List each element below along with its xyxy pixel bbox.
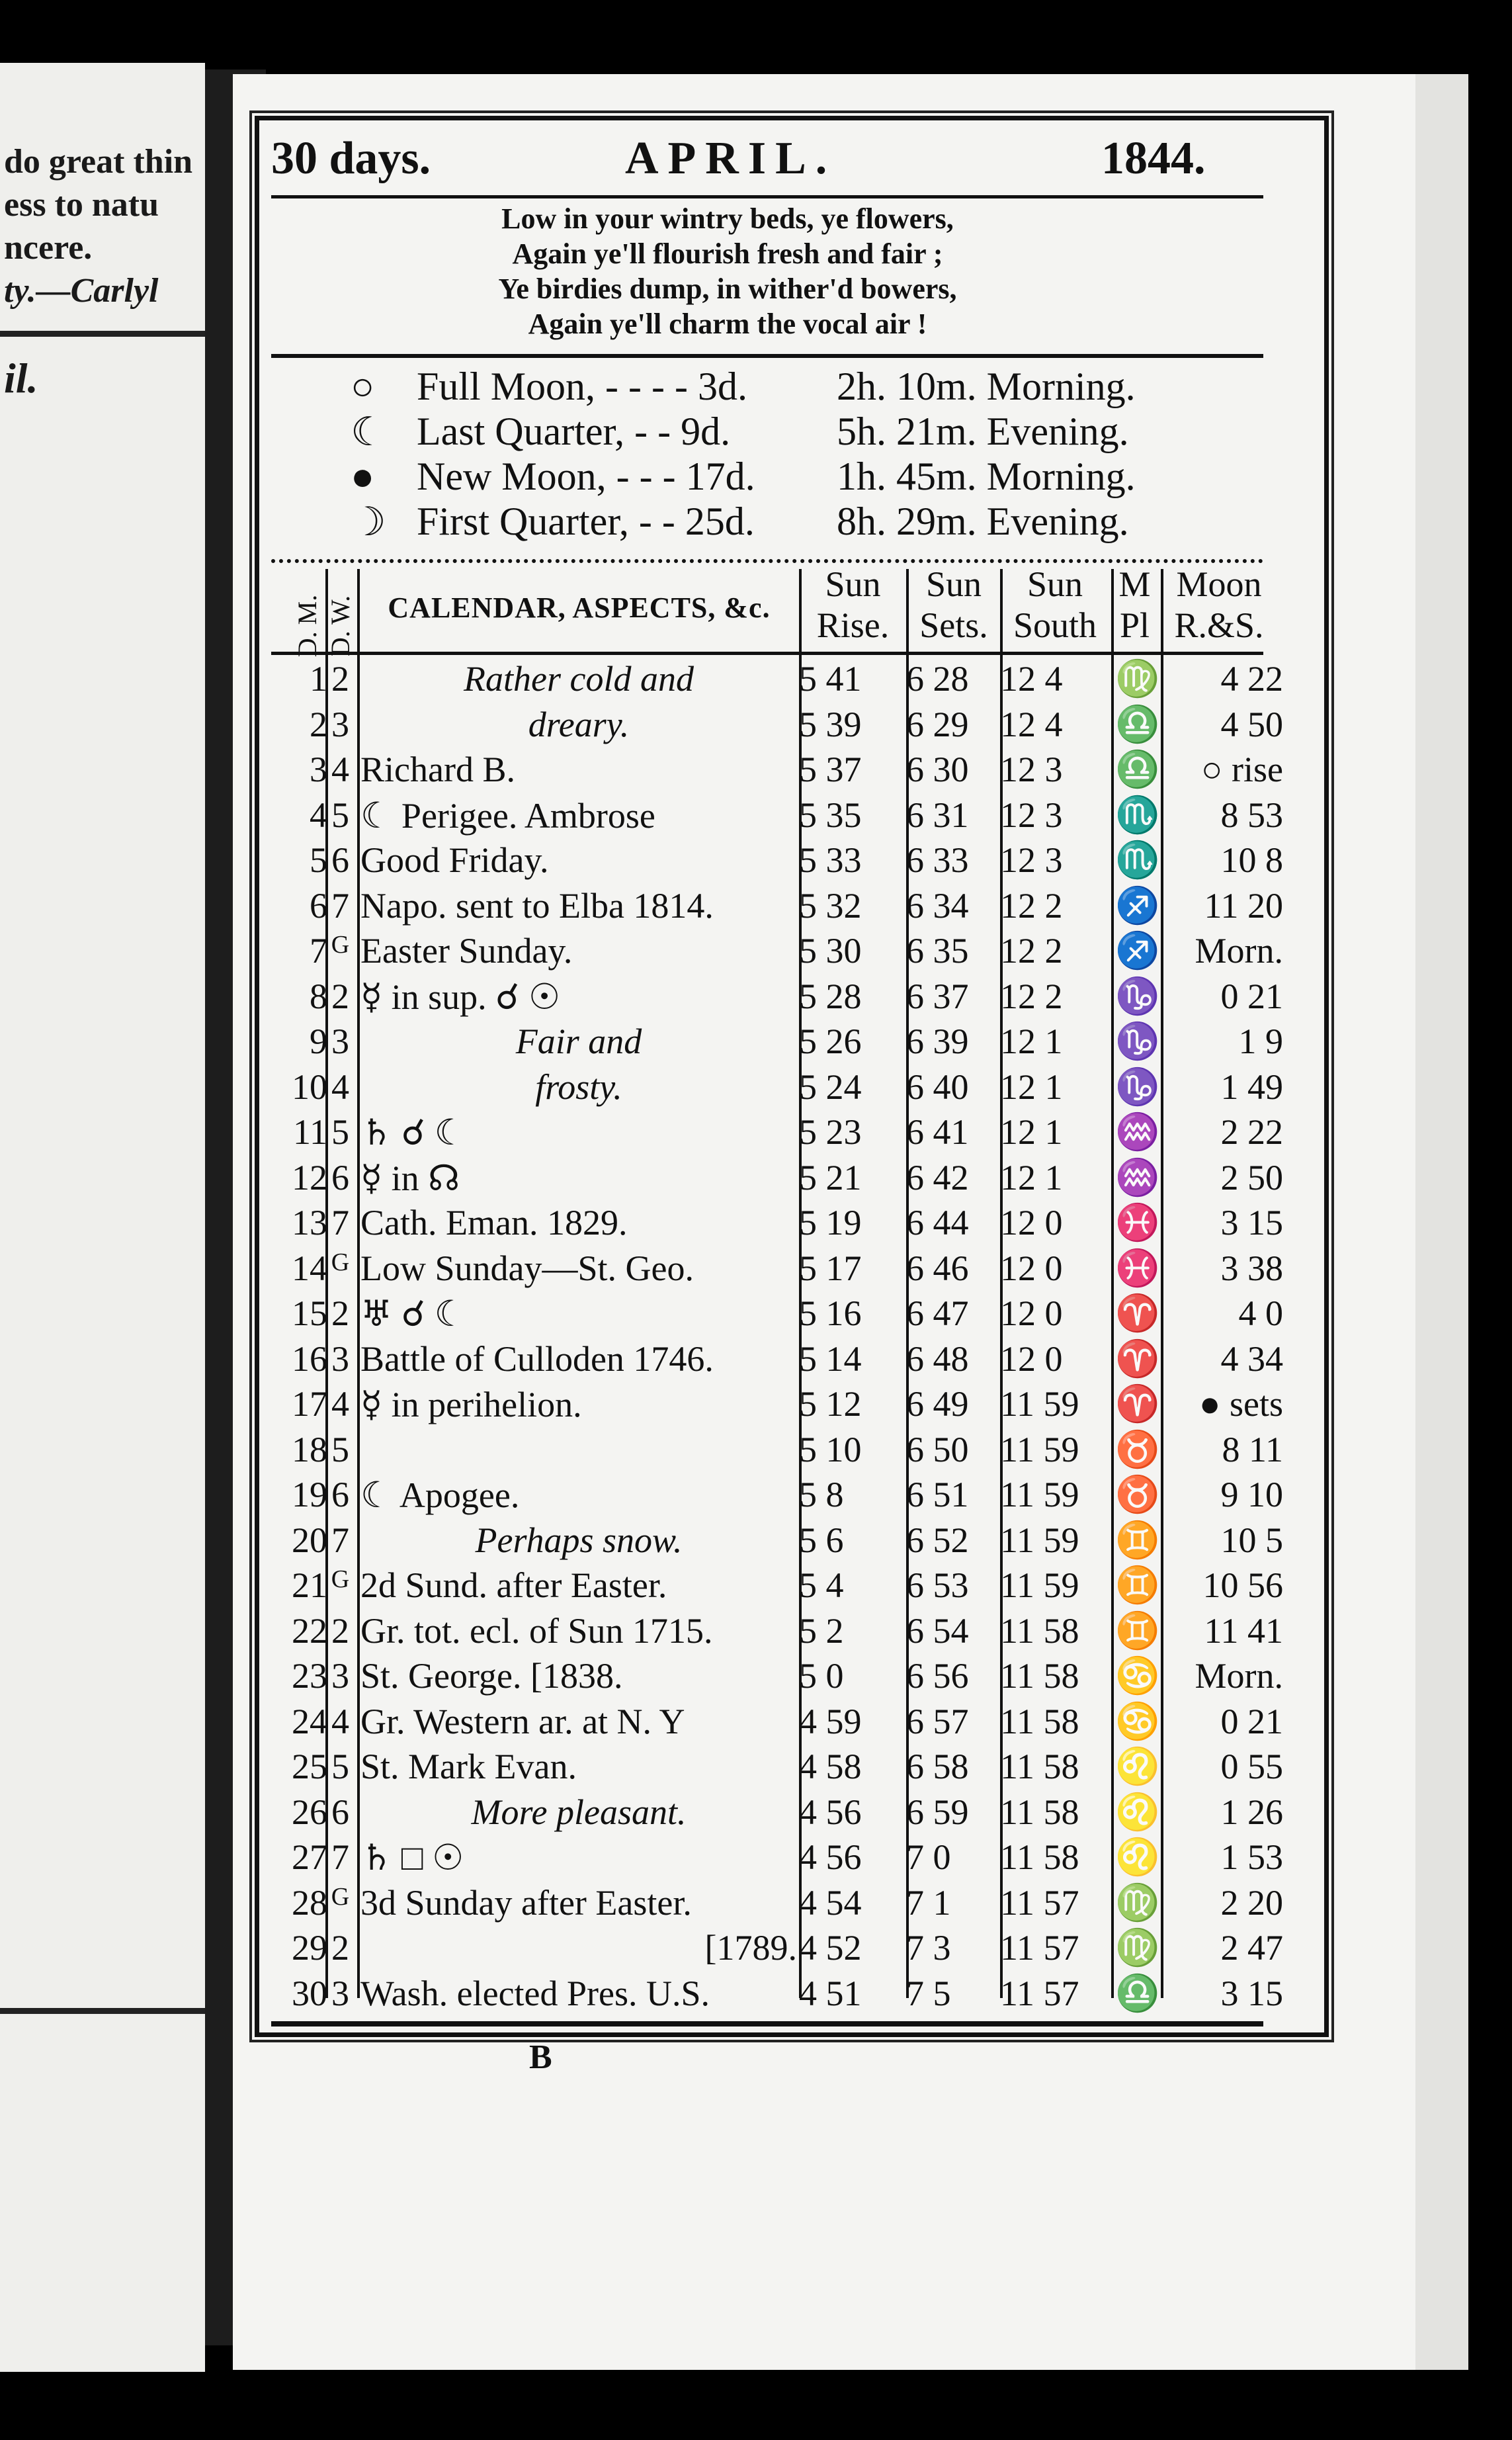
facing-page-line: ty.—Carlyl xyxy=(4,272,159,310)
moon-rise-set: 1 9 xyxy=(1238,1022,1283,1061)
sun-sets: 6 37 xyxy=(906,976,969,1016)
event-text: ♄ □ ☉ xyxy=(360,1838,464,1878)
sun-sets: 6 29 xyxy=(906,704,969,744)
verse-line: Low in your wintry beds, ye flowers, xyxy=(501,202,954,235)
moon-place: ♑ xyxy=(1115,1067,1160,1107)
event-text: ☿ in ☊ xyxy=(360,1158,460,1198)
day-of-month: 16 xyxy=(292,1338,327,1379)
day-of-month: 7 xyxy=(310,931,327,971)
moon-rise-set: 3 15 xyxy=(1220,1973,1283,2013)
month-title: APRIL. xyxy=(625,133,837,184)
moon-rise-set: 0 21 xyxy=(1220,1701,1283,1741)
day-of-week: 2 xyxy=(331,1928,349,1968)
day-of-week: 4 xyxy=(331,750,349,789)
moon-place: ♈ xyxy=(1115,1338,1160,1379)
table-top-rule xyxy=(271,559,1263,563)
year: 1844. xyxy=(1101,133,1206,184)
signature-mark: B xyxy=(529,2038,552,2076)
col-sun-south-2: South xyxy=(1013,605,1097,645)
month-days: 30 days. xyxy=(271,133,431,184)
day-of-month: 17 xyxy=(292,1384,327,1424)
sun-sets: 6 35 xyxy=(906,931,969,971)
sun-south: 12 1 xyxy=(1000,1157,1063,1198)
facing-page-rule xyxy=(0,2008,205,2014)
col-sun-sets-2: Sets. xyxy=(919,605,988,645)
sun-sets: 7 5 xyxy=(906,1973,951,2013)
sun-south: 12 2 xyxy=(1000,976,1063,1016)
sun-rise: 5 39 xyxy=(799,704,862,744)
col-calendar-aspects: CALENDAR, ASPECTS, &c. xyxy=(388,591,771,624)
moon-rise-set: 4 34 xyxy=(1220,1338,1283,1379)
day-of-month: 12 xyxy=(292,1157,327,1198)
moon-place: ♈ xyxy=(1115,1384,1160,1424)
sun-sets: 6 54 xyxy=(906,1610,969,1651)
sun-south: 12 2 xyxy=(1000,931,1063,971)
first-quarter-icon: ☽ xyxy=(351,500,386,544)
event-text: ☿ in perihelion. xyxy=(360,1385,582,1424)
event-text: ☿ in sup. ☌ ☉ xyxy=(360,977,561,1017)
moon-place: ♊ xyxy=(1115,1610,1160,1651)
sun-rise: 5 33 xyxy=(799,840,862,880)
event-text: Napo. sent to Elba 1814. xyxy=(360,885,714,926)
sun-sets: 6 53 xyxy=(906,1565,969,1605)
moon-rise-set: 2 47 xyxy=(1220,1928,1283,1968)
moon-rise-set: 3 15 xyxy=(1220,1203,1283,1242)
moon-rise-set: 1 53 xyxy=(1220,1837,1283,1877)
event-text: 2d Sund. after Easter. xyxy=(360,1565,667,1605)
event-text: ☾ Perigee. Ambrose xyxy=(360,795,655,836)
day-of-month: 14 xyxy=(292,1248,327,1288)
moon-rise-set: Morn. xyxy=(1195,931,1283,971)
col-moon-rise-set-2: R.&S. xyxy=(1174,605,1264,645)
day-of-week: 5 xyxy=(331,795,349,835)
event-text: Perhaps snow. xyxy=(475,1520,683,1560)
event-text: Good Friday. xyxy=(360,840,549,880)
event-text: ♅ ☌ ☾ xyxy=(360,1294,467,1334)
moon-rise-set: 11 41 xyxy=(1204,1610,1283,1651)
sun-rise: 5 21 xyxy=(799,1157,862,1198)
day-of-week: G xyxy=(331,931,350,959)
day-of-week: 2 xyxy=(331,976,349,1016)
moon-rise-set: ● sets xyxy=(1198,1384,1283,1424)
sun-sets: 6 49 xyxy=(906,1384,969,1424)
sun-south: 11 57 xyxy=(1000,1882,1079,1923)
sun-sets: 6 48 xyxy=(906,1338,969,1379)
sun-sets: 7 0 xyxy=(906,1837,951,1877)
sun-rise: 4 56 xyxy=(799,1837,862,1877)
header-rule xyxy=(271,195,1263,198)
sun-sets: 6 42 xyxy=(906,1157,969,1198)
moon-rise-set: 2 22 xyxy=(1220,1112,1283,1152)
moon-rise-set: 1 49 xyxy=(1220,1067,1283,1107)
moon-place: ♍ xyxy=(1115,1928,1160,1968)
day-of-week: 2 xyxy=(331,1293,349,1333)
phase-name: Last Quarter, - - 9d. xyxy=(417,410,731,453)
sun-south: 11 58 xyxy=(1000,1656,1079,1696)
day-of-week: 4 xyxy=(331,1384,349,1424)
event-text: St. Mark Evan. xyxy=(360,1747,577,1786)
sun-rise: 5 23 xyxy=(799,1112,862,1152)
sun-south: 12 4 xyxy=(1000,659,1063,699)
moon-rise-set: 8 53 xyxy=(1220,795,1283,835)
day-of-week: G xyxy=(331,1882,350,1911)
moon-rise-set: 9 10 xyxy=(1220,1475,1283,1514)
sun-sets: 6 30 xyxy=(906,750,969,789)
header-bottom-rule xyxy=(271,652,1263,655)
day-of-week: 3 xyxy=(331,704,349,744)
day-of-week: 2 xyxy=(331,659,349,699)
sun-south: 12 2 xyxy=(1000,885,1063,926)
phase-time: 5h. 21m. Evening. xyxy=(837,410,1129,453)
col-day-of-month: D. M. xyxy=(292,594,322,658)
sun-rise: 5 28 xyxy=(799,976,862,1016)
sun-sets: 6 31 xyxy=(906,795,969,835)
event-text: 3d Sunday after Easter. xyxy=(360,1882,692,1923)
moon-place: ♌ xyxy=(1115,1747,1160,1786)
moon-place: ♌ xyxy=(1115,1792,1160,1832)
col-sun-rise-2: Rise. xyxy=(816,605,890,645)
moon-place: ♊ xyxy=(1115,1520,1160,1560)
col-divider xyxy=(1161,569,1163,1998)
moon-place: ♎ xyxy=(1115,704,1160,744)
day-of-week: 5 xyxy=(331,1747,349,1786)
moon-place: ♋ xyxy=(1115,1656,1160,1696)
sun-sets: 6 28 xyxy=(906,659,969,699)
day-of-month: 30 xyxy=(292,1973,327,2013)
day-of-week: 6 xyxy=(331,1475,349,1514)
day-of-month: 5 xyxy=(310,840,327,880)
col-moon-place-1: M xyxy=(1118,564,1151,604)
day-of-week: 5 xyxy=(331,1429,349,1469)
sun-rise: 5 41 xyxy=(799,659,862,699)
sun-rise: 5 10 xyxy=(799,1429,862,1469)
sun-sets: 7 3 xyxy=(906,1928,951,1968)
facing-page-heading: il. xyxy=(4,355,38,402)
day-of-month: 2 xyxy=(310,704,327,744)
phase-time: 8h. 29m. Evening. xyxy=(837,500,1129,543)
moon-place: ♉ xyxy=(1115,1475,1160,1514)
sun-rise: 4 59 xyxy=(799,1701,862,1741)
sun-sets: 6 57 xyxy=(906,1701,969,1741)
sun-south: 12 4 xyxy=(1000,704,1063,744)
last-quarter-icon: ☾ xyxy=(351,410,386,454)
sun-south: 11 59 xyxy=(1000,1384,1079,1424)
sun-sets: 6 47 xyxy=(906,1293,969,1333)
event-text: Gr. tot. ecl. of Sun 1715. xyxy=(360,1610,713,1651)
sun-sets: 6 33 xyxy=(906,840,969,880)
moon-rise-set: 2 50 xyxy=(1220,1157,1283,1198)
moon-place: ♎ xyxy=(1115,1973,1160,2013)
moon-place: ♑ xyxy=(1115,1022,1160,1061)
event-text: Battle of Culloden 1746. xyxy=(360,1338,714,1379)
event-text: Easter Sunday. xyxy=(360,931,573,971)
day-of-month: 24 xyxy=(292,1701,327,1741)
moon-place: ♌ xyxy=(1115,1837,1160,1877)
facing-page-fragment xyxy=(0,63,205,2372)
moon-place: ♑ xyxy=(1115,976,1160,1016)
sun-rise: 5 32 xyxy=(799,885,862,926)
day-of-week: 3 xyxy=(331,1973,349,2013)
moon-rise-set: 4 22 xyxy=(1220,659,1283,699)
day-of-week: G xyxy=(331,1565,350,1593)
moon-rise-set: 8 11 xyxy=(1222,1429,1283,1469)
moon-place: ♋ xyxy=(1115,1701,1160,1741)
sun-rise: 5 35 xyxy=(799,795,862,835)
day-of-month: 1 xyxy=(310,659,327,699)
day-of-month: 26 xyxy=(292,1792,327,1832)
event-text: Rather cold and xyxy=(464,659,694,699)
phase-name: New Moon, - - - 17d. xyxy=(417,455,755,498)
event-text: Richard B. xyxy=(360,750,515,789)
event-text: ♄ ☌ ☾ xyxy=(360,1113,467,1153)
sun-south: 12 1 xyxy=(1000,1112,1063,1152)
phase-time: 1h. 45m. Morning. xyxy=(837,455,1136,498)
sun-south: 11 58 xyxy=(1000,1792,1079,1832)
col-day-of-week: D. W. xyxy=(325,595,355,657)
sun-rise: 5 8 xyxy=(799,1475,844,1514)
moon-place: ♐ xyxy=(1115,885,1160,926)
day-of-month: 6 xyxy=(310,885,327,926)
day-of-month: 20 xyxy=(292,1520,327,1560)
moon-rise-set: ○ rise xyxy=(1200,750,1283,789)
moon-rise-set: 4 0 xyxy=(1238,1293,1283,1333)
moon-rise-set: 0 21 xyxy=(1220,976,1283,1016)
day-of-week: 3 xyxy=(331,1022,349,1061)
sun-south: 11 59 xyxy=(1000,1429,1079,1469)
moon-place: ♏ xyxy=(1115,840,1160,880)
sun-sets: 6 39 xyxy=(906,1022,969,1061)
sun-rise: 4 54 xyxy=(799,1882,862,1923)
sun-rise: 5 17 xyxy=(799,1248,862,1288)
moon-place: ♉ xyxy=(1115,1429,1160,1469)
sun-sets: 6 40 xyxy=(906,1067,969,1107)
day-of-month: 18 xyxy=(292,1429,327,1469)
verse-line: Again ye'll charm the vocal air ! xyxy=(528,308,927,340)
sun-south: 11 57 xyxy=(1000,1928,1079,1968)
day-of-month: 27 xyxy=(292,1837,327,1877)
moon-rise-set: 4 50 xyxy=(1220,704,1283,744)
full-moon-icon: ○ xyxy=(351,365,375,408)
phase-name: Full Moon, - - - - 3d. xyxy=(417,365,747,408)
day-of-month: 8 xyxy=(310,976,327,1016)
verse-line: Ye birdies dump, in wither'd bowers, xyxy=(498,273,957,305)
event-text: Fair and xyxy=(515,1022,642,1061)
new-moon-icon: ● xyxy=(351,455,375,498)
sun-rise: 5 37 xyxy=(799,750,862,789)
day-of-week: 7 xyxy=(331,885,349,926)
col-sun-sets-1: Sun xyxy=(925,564,982,604)
moon-rise-set: 1 26 xyxy=(1220,1792,1283,1832)
day-of-week: 2 xyxy=(331,1610,349,1651)
day-of-month: 4 xyxy=(310,795,327,835)
moon-rise-set: 2 20 xyxy=(1220,1882,1283,1923)
day-of-month: 21 xyxy=(292,1565,327,1605)
moon-place: ♐ xyxy=(1115,931,1160,971)
day-of-month: 10 xyxy=(292,1067,327,1107)
event-text: dreary. xyxy=(528,704,630,744)
moon-place: ♏ xyxy=(1115,795,1160,835)
event-text: St. George. [1838. xyxy=(360,1656,623,1696)
moon-place: ♈ xyxy=(1115,1293,1160,1333)
day-of-week: 6 xyxy=(331,840,349,880)
moon-place: ♒ xyxy=(1115,1112,1160,1152)
sun-south: 12 0 xyxy=(1000,1248,1063,1288)
sun-south: 11 57 xyxy=(1000,1973,1079,2013)
sun-sets: 6 41 xyxy=(906,1112,969,1152)
sun-sets: 6 58 xyxy=(906,1747,969,1786)
sun-south: 12 0 xyxy=(1000,1203,1063,1242)
sun-south: 11 58 xyxy=(1000,1747,1079,1786)
day-of-week: G xyxy=(331,1248,350,1276)
event-text: Low Sunday—St. Geo. xyxy=(360,1248,694,1288)
moon-place: ♎ xyxy=(1115,750,1160,789)
col-sun-rise-1: Sun xyxy=(825,564,881,604)
moon-rise-set: 10 5 xyxy=(1220,1520,1283,1560)
facing-page-line: do great thin xyxy=(4,143,193,181)
day-of-month: 25 xyxy=(292,1747,327,1786)
sun-rise: 4 52 xyxy=(799,1928,862,1968)
sun-south: 12 0 xyxy=(1000,1293,1063,1333)
event-text: Cath. Eman. 1829. xyxy=(360,1203,628,1242)
col-moon-rise-set-1: Moon xyxy=(1176,564,1262,604)
phase-name: First Quarter, - - 25d. xyxy=(417,500,755,543)
facing-page-line: ess to natu xyxy=(4,186,159,224)
sun-rise: 4 51 xyxy=(799,1973,862,2013)
verse-line: Again ye'll flourish fresh and fair ; xyxy=(512,238,943,270)
day-of-month: 9 xyxy=(310,1022,327,1061)
moon-rise-set: 0 55 xyxy=(1220,1747,1283,1786)
event-text: Wash. elected Pres. U.S. xyxy=(360,1973,710,2013)
moon-rise-set: 10 56 xyxy=(1202,1565,1283,1605)
sun-south: 12 3 xyxy=(1000,840,1063,880)
day-of-week: 7 xyxy=(331,1203,349,1242)
sun-south: 11 59 xyxy=(1000,1475,1079,1514)
day-of-month: 28 xyxy=(292,1882,327,1923)
moon-place: ♍ xyxy=(1115,1882,1160,1923)
sun-rise: 4 58 xyxy=(799,1747,862,1786)
sun-south: 12 1 xyxy=(1000,1022,1063,1061)
day-of-week: 4 xyxy=(331,1701,349,1741)
moon-place: ♓ xyxy=(1115,1203,1160,1242)
day-of-month: 29 xyxy=(292,1928,327,1968)
sun-south: 11 59 xyxy=(1000,1565,1079,1605)
page-edge xyxy=(1415,74,1468,2370)
day-of-week: 3 xyxy=(331,1338,349,1379)
moon-place: ♊ xyxy=(1115,1565,1160,1605)
day-of-week: 7 xyxy=(331,1837,349,1877)
sun-rise: 5 2 xyxy=(799,1610,844,1651)
day-of-week: 7 xyxy=(331,1520,349,1560)
col-divider xyxy=(357,569,360,1998)
sun-rise: 4 56 xyxy=(799,1792,862,1832)
moon-rise-set: 3 38 xyxy=(1220,1248,1283,1288)
sun-sets: 6 56 xyxy=(906,1656,969,1696)
day-of-month: 19 xyxy=(292,1475,327,1514)
sun-sets: 6 51 xyxy=(906,1475,969,1514)
sun-sets: 7 1 xyxy=(906,1882,951,1923)
sun-sets: 6 52 xyxy=(906,1520,969,1560)
sun-sets: 6 34 xyxy=(906,885,969,926)
sun-south: 11 58 xyxy=(1000,1610,1079,1651)
event-text: More pleasant. xyxy=(471,1792,687,1832)
sun-rise: 5 12 xyxy=(799,1384,862,1424)
sun-south: 12 0 xyxy=(1000,1338,1063,1379)
day-of-month: 22 xyxy=(292,1610,327,1651)
sun-sets: 6 46 xyxy=(906,1248,969,1288)
event-text: ☾ Apogee. xyxy=(360,1475,520,1515)
moon-place: ♒ xyxy=(1115,1157,1160,1198)
moon-place: ♓ xyxy=(1115,1248,1160,1288)
moon-rise-set: 11 20 xyxy=(1204,885,1283,926)
facing-page-rule xyxy=(0,331,205,337)
sun-sets: 6 59 xyxy=(906,1792,969,1832)
sun-rise: 5 26 xyxy=(799,1022,862,1061)
event-text: Gr. Western ar. at N. Y xyxy=(360,1701,685,1741)
moon-rise-set: Morn. xyxy=(1195,1656,1283,1696)
sun-rise: 5 19 xyxy=(799,1203,862,1242)
day-of-week: 6 xyxy=(331,1157,349,1198)
sun-south: 12 3 xyxy=(1000,750,1063,789)
sun-sets: 6 50 xyxy=(906,1429,969,1469)
day-of-week: 4 xyxy=(331,1067,349,1107)
sun-south: 11 59 xyxy=(1000,1520,1079,1560)
day-of-week: 5 xyxy=(331,1112,349,1152)
col-moon-place-2: Pl xyxy=(1119,605,1150,645)
table-bottom-rule xyxy=(271,2021,1263,2026)
verse-rule xyxy=(271,354,1263,358)
sun-south: 12 3 xyxy=(1000,795,1063,835)
sun-south: 12 1 xyxy=(1000,1067,1063,1107)
facing-page-line: ncere. xyxy=(4,229,93,267)
sun-rise: 5 6 xyxy=(799,1520,844,1560)
sun-sets: 6 44 xyxy=(906,1203,969,1242)
event-text: frosty. xyxy=(535,1067,622,1107)
sun-south: 11 58 xyxy=(1000,1701,1079,1741)
day-of-week: 3 xyxy=(331,1656,349,1696)
sun-rise: 5 0 xyxy=(799,1656,844,1696)
sun-south: 11 58 xyxy=(1000,1837,1079,1877)
moon-rise-set: 10 8 xyxy=(1220,840,1283,880)
day-of-month: 3 xyxy=(310,750,327,789)
day-of-month: 13 xyxy=(292,1203,327,1242)
sun-rise: 5 30 xyxy=(799,931,862,971)
sun-rise: 5 4 xyxy=(799,1565,844,1605)
day-of-month: 23 xyxy=(292,1656,327,1696)
sun-rise: 5 24 xyxy=(799,1067,862,1107)
event-text: [1789. xyxy=(704,1928,797,1968)
moon-place: ♍ xyxy=(1115,659,1160,699)
sun-rise: 5 16 xyxy=(799,1293,862,1333)
day-of-month: 15 xyxy=(292,1293,327,1333)
day-of-week: 6 xyxy=(331,1792,349,1832)
sun-rise: 5 14 xyxy=(799,1338,862,1379)
phase-time: 2h. 10m. Morning. xyxy=(837,365,1136,408)
col-sun-south-1: Sun xyxy=(1027,564,1083,604)
day-of-month: 11 xyxy=(293,1112,327,1152)
